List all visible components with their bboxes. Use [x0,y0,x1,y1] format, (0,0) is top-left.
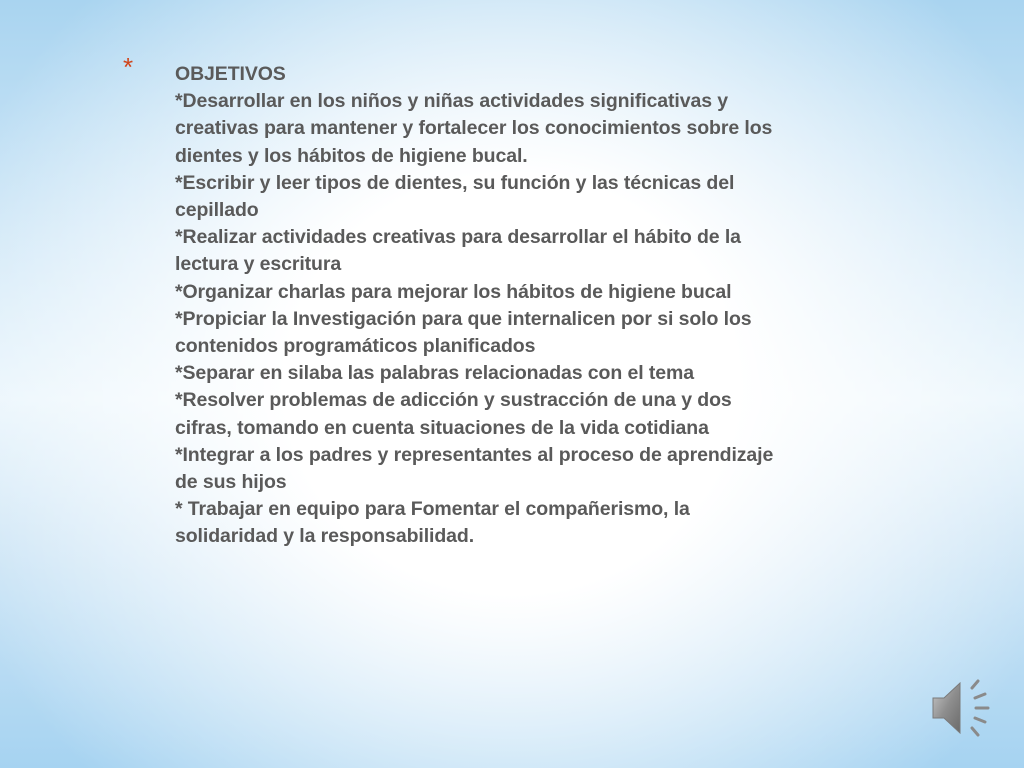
bullet-mark: * [123,52,134,82]
objective-line: solidaridad y la responsabilidad. [175,525,475,548]
objective-line: *Separar en silaba las palabras relacionadas con el tema [175,362,694,385]
objective-line: *Escribir y leer tipos de dientes, su función y las técnicas del [175,171,735,194]
objective-line: *Propiciar la Investigación para que internalicen por si solo los [175,307,752,330]
objective-line: *Integrar a los padres y representantes al proceso de aprendizaje [175,443,774,466]
objective-line: de sus hijos [175,471,287,494]
objective-line: * Trabajar en equipo para Fomentar el compañerismo, la [175,498,690,521]
objectives-text-block [175,61,895,551]
objective-line: *Resolver problemas de adicción y sustracción de una y dos [175,389,732,412]
objective-line: contenidos programáticos planificados [175,335,536,358]
speaker-icon[interactable] [930,676,994,740]
objective-line: cepillado [175,199,259,222]
objective-line: *Desarrollar en los niños y niñas actividades significativas y [175,90,729,113]
objective-line: dientes y los hábitos de higiene bucal. [175,144,528,167]
objective-line: lectura y escritura [175,253,342,276]
objective-line: cifras, tomando en cuenta situaciones de la vida cotidiana [175,416,709,439]
objective-line: creativas para mantener y fortalecer los conocimientos sobre los [175,117,773,140]
objective-line: *Realizar actividades creativas para desarrollar el hábito de la [175,226,741,249]
objective-line: *Organizar charlas para mejorar los hábitos de higiene bucal [175,280,732,303]
objectives-heading: OBJETIVOS [175,63,286,85]
